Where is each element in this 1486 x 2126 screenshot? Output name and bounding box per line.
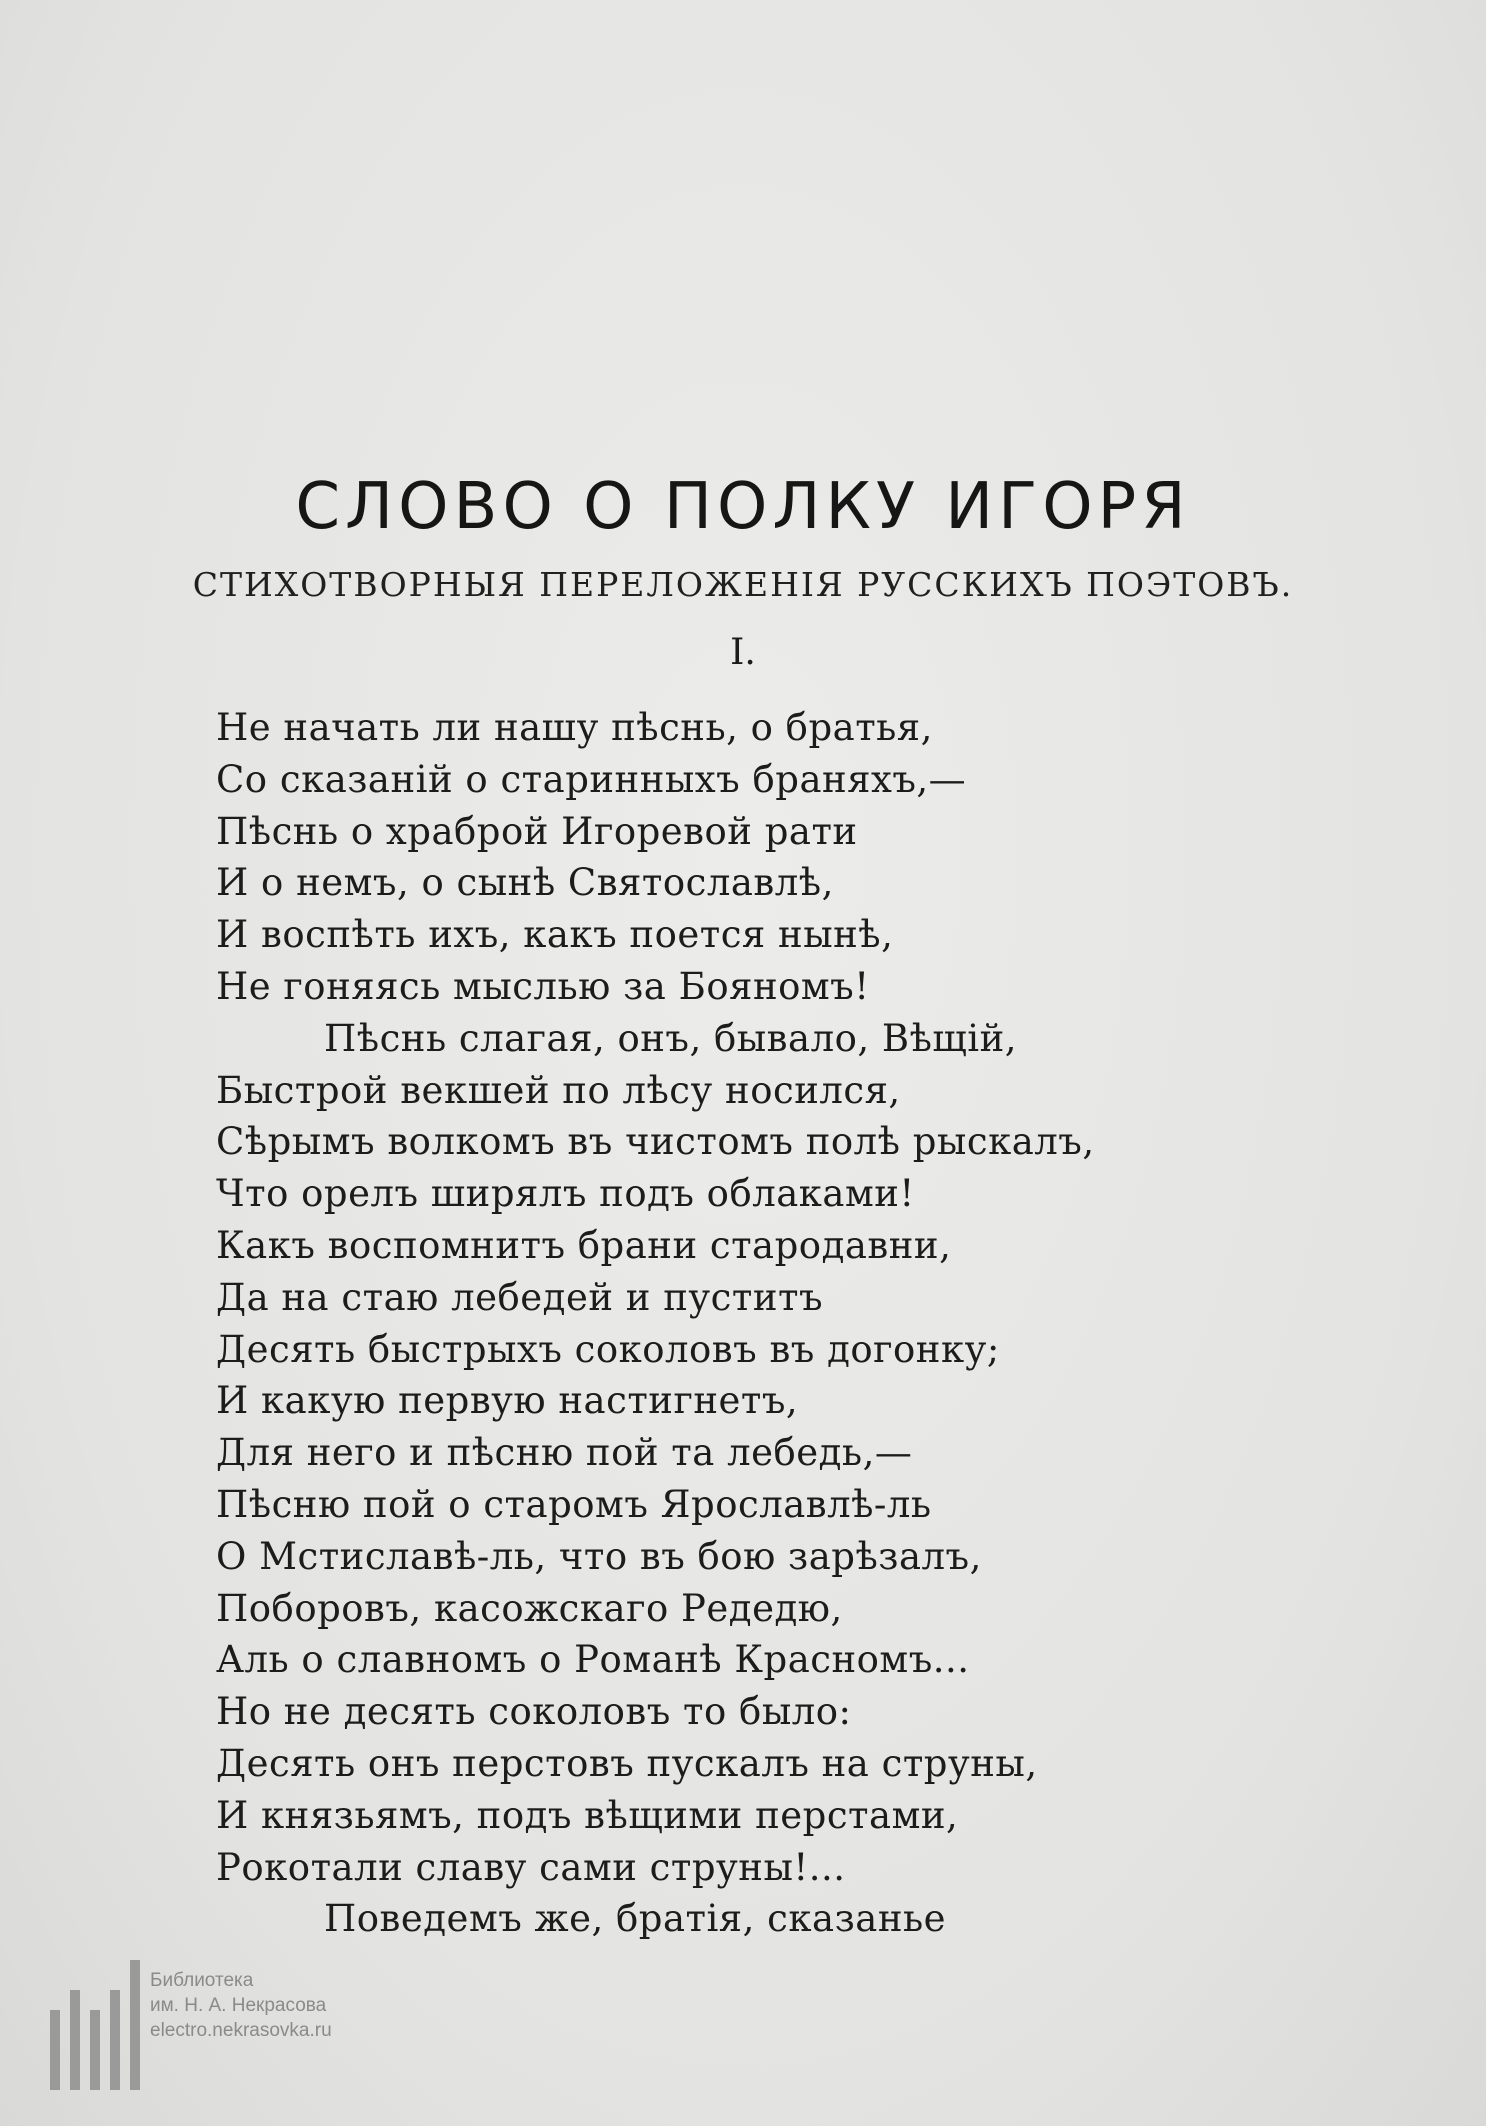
poem-line: О Мстиславѣ-ль, что въ бою зарѣзалъ, [216, 1534, 982, 1578]
poem-line: Что орелъ ширялъ подъ облаками! [216, 1172, 915, 1216]
poem-line: Какъ воспомнитъ брани стародавни, [216, 1223, 952, 1267]
poem-line: Быстрой векшей по лѣсу носился, [216, 1068, 901, 1112]
library-bars-logo-icon [50, 1960, 160, 2090]
poem-line: И о немъ, о сынѣ Святославлѣ, [216, 861, 834, 905]
library-watermark [150, 1968, 332, 2043]
poem-line: И воспѣть ихъ, какъ поется нынѣ, [216, 913, 894, 957]
poem-line: Не начать ли нашу пѣснь, о братья, [216, 706, 933, 749]
poem-line: И князьямъ, подъ вѣщими перстами, [216, 1793, 959, 1837]
library-url: electro.nekrasovka.ru [150, 2020, 332, 2041]
poem-line: Рокотали славу сами струны!... [216, 1845, 846, 1889]
poem-line: Десять онъ перстовъ пускалъ на струны, [216, 1741, 1038, 1785]
poem-line: Десять быстрыхъ соколовъ въ догонку; [216, 1327, 1000, 1371]
section-number: I. [730, 632, 756, 673]
poem-line: Аль о славномъ о Романѣ Красномъ... [216, 1638, 970, 1682]
poem-line: Не гоняясь мыслью за Бояномъ! [216, 964, 870, 1008]
page-title: СЛОВО О ПОЛКУ ИГОРЯ [295, 470, 1191, 544]
poem-line: Со сказаній о старинныхъ браняхъ,— [216, 757, 967, 801]
library-name: Библиотека [150, 1970, 254, 1991]
poem-line: Пѣснь слагая, онъ, бывало, Вѣщій, [324, 1016, 1018, 1060]
poem-line: Сѣрымъ волкомъ въ чистомъ полѣ рыскалъ, [216, 1120, 1095, 1164]
page-subtitle: СТИХОТВОРНЫЯ ПЕРЕЛОЖЕНІЯ РУССКИХЪ ПОЭТОВЪ. [192, 565, 1294, 604]
poem-line: И какую первую настигнетъ, [216, 1379, 799, 1423]
poem-line: Пѣсню пой о старомъ Ярославлѣ-ль [216, 1482, 932, 1526]
poem-line: Поведемъ же, братія, сказанье [324, 1897, 947, 1941]
poem-line: Но не десять соколовъ то было: [216, 1690, 852, 1734]
poem-line: Для него и пѣсню пой та лебедь,— [216, 1431, 913, 1475]
library-subname: им. Н. А. Некрасова [150, 1995, 327, 2016]
poem-text [216, 702, 1216, 1945]
poem-line: Поборовъ, касожскаго Редедю, [216, 1586, 843, 1630]
poem-line: Пѣснь о храброй Игоревой рати [216, 809, 858, 853]
poem-line: Да на стаю лебедей и пуститъ [216, 1275, 823, 1319]
